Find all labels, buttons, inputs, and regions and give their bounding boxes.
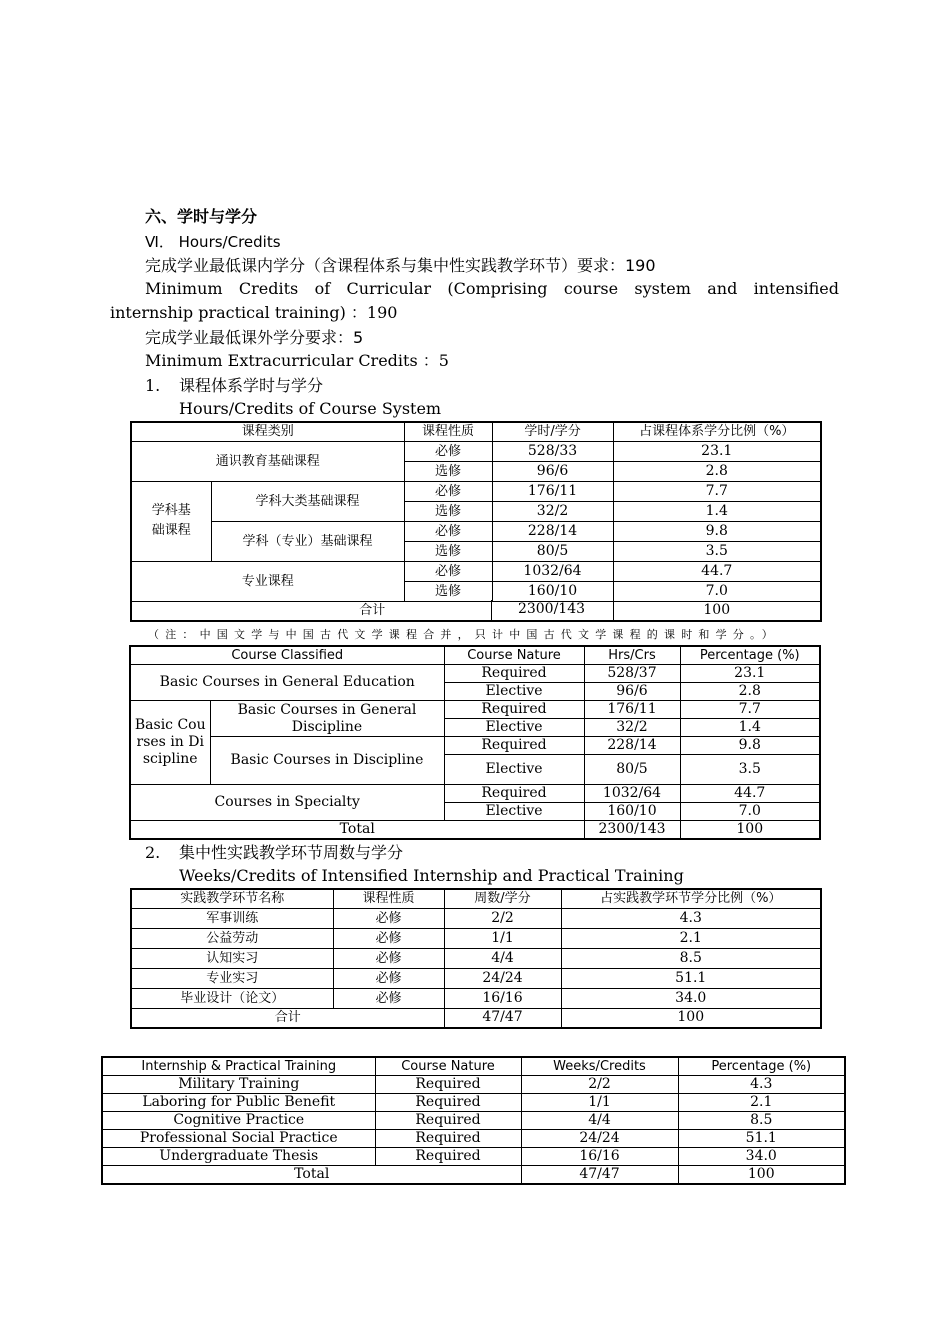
nature-cell: 必修 — [333, 968, 444, 988]
header-cell: Internship & Practical Training — [102, 1057, 375, 1076]
table-row — [102, 1130, 845, 1148]
table-row — [130, 701, 820, 719]
name-cell: 专业实习 — [131, 968, 333, 988]
pct-cell: 51.1 — [561, 968, 821, 988]
table1-total-hours: 2300/143 — [517, 601, 586, 617]
weeks-cell: 24/24 — [444, 968, 561, 988]
nature-cell: 必修 — [333, 928, 444, 948]
pct-cell: 23.1 — [680, 665, 820, 683]
sub1-title-zh: 课程体系学时与学分 — [179, 376, 324, 395]
min-credits-en-line1: Minimum Credits of Curricular (Comprising course system and intensified — [145, 279, 839, 298]
total-hours: 2300/143 — [584, 821, 680, 840]
pct-cell: 7.0 — [613, 581, 821, 601]
header-cell: 课程性质 — [404, 422, 492, 441]
weeks-cell: 16/16 — [521, 1148, 678, 1166]
weeks-cell: 16/16 — [444, 988, 561, 1008]
hours-cell: 228/14 — [584, 737, 680, 755]
header-cell: Percentage (%) — [680, 646, 820, 665]
pct-cell: 7.0 — [680, 803, 820, 821]
hours-cell: 80/5 — [584, 755, 680, 785]
min-credits-en-line2: internship practical training) ：190 — [110, 303, 398, 322]
weeks-cell: 2/2 — [521, 1076, 678, 1094]
name-cell: 毕业设计（论文） — [131, 988, 333, 1008]
name-cell: 公益劳动 — [131, 928, 333, 948]
hours-cell: 176/11 — [584, 701, 680, 719]
header-cell: Percentage (%) — [678, 1057, 845, 1076]
pct-cell: 44.7 — [680, 785, 820, 803]
section-heading-zh: 六、学时与学分 — [145, 207, 258, 226]
nature-cell: Required — [444, 737, 584, 755]
nature-cell: 选修 — [404, 541, 492, 561]
weeks-cell: 4/4 — [444, 948, 561, 968]
total-pct: 100 — [561, 1008, 821, 1028]
table-row — [102, 1112, 845, 1130]
pct-cell: 3.5 — [613, 541, 821, 561]
table-row — [131, 908, 821, 928]
pct-cell: 9.8 — [613, 521, 821, 541]
table-header-row — [131, 889, 821, 908]
pct-cell: 23.1 — [613, 441, 821, 461]
table-row — [131, 988, 821, 1008]
total-label: 合计 — [131, 601, 613, 621]
header-cell: 学时/学分 — [492, 422, 613, 441]
name-cell: Undergraduate Thesis — [102, 1148, 375, 1166]
nature-cell: 选修 — [404, 461, 492, 481]
hours-cell: 176/11 — [492, 481, 613, 501]
practical-training-table-en — [101, 1056, 846, 1185]
subcategory-cell: Basic Courses in General Discipline — [210, 701, 444, 737]
name-cell: 认知实习 — [131, 948, 333, 968]
pct-cell: 8.5 — [561, 948, 821, 968]
header-cell: Hrs/Crs — [584, 646, 680, 665]
header-cell: 课程类别 — [131, 422, 404, 441]
total-weeks: 47/47 — [444, 1008, 561, 1028]
table-header-row — [131, 422, 821, 441]
pct-cell: 2.1 — [678, 1094, 845, 1112]
pct-cell: 8.5 — [678, 1112, 845, 1130]
section-heading-en: Ⅵ． Hours/Credits — [145, 233, 281, 251]
category-group-label: 学科基础课程 — [151, 503, 191, 538]
header-cell: 实践教学环节名称 — [131, 889, 333, 908]
sub2-title-zh: 集中性实践教学环节周数与学分 — [179, 843, 404, 862]
weeks-cell: 1/1 — [444, 928, 561, 948]
table-row — [130, 737, 820, 755]
category-cell: Courses in Specialty — [130, 785, 444, 821]
nature-cell: 必修 — [333, 908, 444, 928]
nature-cell: Required — [375, 1112, 521, 1130]
pct-cell: 2.8 — [680, 683, 820, 701]
pct-cell: 44.7 — [613, 561, 821, 581]
pct-cell: 7.7 — [613, 481, 821, 501]
pct-cell: 34.0 — [678, 1148, 845, 1166]
pct-cell: 2.1 — [561, 928, 821, 948]
hours-cell: 1032/64 — [492, 561, 613, 581]
pct-cell: 2.8 — [613, 461, 821, 481]
table-row — [131, 928, 821, 948]
weeks-cell: 1/1 — [521, 1094, 678, 1112]
extra-credits-zh: 完成学业最低课外学分要求：5 — [145, 328, 364, 347]
weeks-cell: 24/24 — [521, 1130, 678, 1148]
total-label: Total — [130, 821, 584, 840]
table-header-row — [102, 1057, 845, 1076]
subcategory-cell: 学科（专业）基础课程 — [211, 521, 404, 561]
pct-cell: 9.8 — [680, 737, 820, 755]
nature-cell: Required — [375, 1148, 521, 1166]
pct-cell: 4.3 — [678, 1076, 845, 1094]
hours-cell: 32/2 — [492, 501, 613, 521]
category-group-cell: Basic Courses in Discipline — [130, 701, 210, 785]
min-credits-zh: 完成学业最低课内学分（含课程体系与集中性实践教学环节）要求：190 — [145, 256, 656, 275]
nature-cell: 必修 — [333, 988, 444, 1008]
table-row — [102, 1148, 845, 1166]
category-cell: 专业课程 — [131, 561, 404, 601]
table-header-row — [130, 646, 820, 665]
nature-cell: Elective — [444, 683, 584, 701]
nature-cell: 选修 — [404, 501, 492, 521]
name-cell: Laboring for Public Benefit — [102, 1094, 375, 1112]
table-row — [102, 1076, 845, 1094]
nature-cell: 选修 — [404, 581, 492, 601]
total-weeks: 47/47 — [521, 1166, 678, 1185]
table-row — [131, 521, 821, 541]
hours-cell: 160/10 — [584, 803, 680, 821]
sub2-title-en: Weeks/Credits of Intensified Internship and Practical Training — [179, 866, 684, 885]
table-row — [131, 441, 821, 461]
hours-cell: 160/10 — [492, 581, 613, 601]
header-cell: 占课程体系学分比例（%） — [613, 422, 821, 441]
total-pct: 100 — [678, 1166, 845, 1185]
nature-cell: Elective — [444, 755, 584, 785]
pct-cell: 7.7 — [680, 701, 820, 719]
nature-cell: Elective — [444, 719, 584, 737]
sub1-number: 1. — [145, 376, 161, 395]
hours-cell: 32/2 — [584, 719, 680, 737]
hours-cell: 80/5 — [492, 541, 613, 561]
pct-cell: 34.0 — [561, 988, 821, 1008]
table-row — [131, 948, 821, 968]
table-row — [130, 785, 820, 803]
pct-cell: 1.4 — [613, 501, 821, 521]
nature-cell: 必修 — [404, 441, 492, 461]
nature-cell: 必修 — [404, 561, 492, 581]
pct-cell: 4.3 — [561, 908, 821, 928]
nature-cell: 必修 — [333, 948, 444, 968]
subcategory-cell: Basic Courses in Discipline — [210, 737, 444, 785]
hours-cell: 1032/64 — [584, 785, 680, 803]
weeks-cell: 4/4 — [521, 1112, 678, 1130]
practical-training-table-zh — [130, 888, 822, 1029]
header-cell: Course Nature — [444, 646, 584, 665]
category-cell: Basic Courses in General Education — [130, 665, 444, 701]
table-total-row — [131, 601, 821, 621]
pct-cell: 1.4 — [680, 719, 820, 737]
total-pct: 100 — [613, 601, 821, 621]
header-cell: 占实践教学环节学分比例（%） — [561, 889, 821, 908]
table-note: （注：中国文学与中国古代文学课程合并，只计中国古代文学课程的课时和学分。） — [148, 628, 779, 641]
total-pct: 100 — [680, 821, 820, 840]
table1-total-divider — [491, 600, 492, 620]
subcategory-cell: 学科大类基础课程 — [211, 481, 404, 521]
sub1-title-en: Hours/Credits of Course System — [179, 399, 442, 418]
name-cell: Professional Social Practice — [102, 1130, 375, 1148]
nature-cell: 必修 — [404, 481, 492, 501]
name-cell: Cognitive Practice — [102, 1112, 375, 1130]
table-row — [130, 665, 820, 683]
total-label: Total — [102, 1166, 521, 1185]
nature-cell: 必修 — [404, 521, 492, 541]
name-cell: 军事训练 — [131, 908, 333, 928]
nature-cell: Required — [375, 1130, 521, 1148]
table-row — [131, 481, 821, 501]
header-cell: Course Classified — [130, 646, 444, 665]
nature-cell: Required — [375, 1094, 521, 1112]
table-row — [102, 1094, 845, 1112]
nature-cell: Required — [444, 785, 584, 803]
category-group-cell — [131, 481, 211, 561]
name-cell: Military Training — [102, 1076, 375, 1094]
table-total-row — [131, 1008, 821, 1028]
hours-cell: 528/37 — [584, 665, 680, 683]
hours-cell: 528/33 — [492, 441, 613, 461]
nature-cell: Required — [375, 1076, 521, 1094]
weeks-cell: 2/2 — [444, 908, 561, 928]
nature-cell: Required — [444, 701, 584, 719]
table-row — [131, 968, 821, 988]
hours-cell: 228/14 — [492, 521, 613, 541]
nature-cell: Elective — [444, 803, 584, 821]
hours-cell: 96/6 — [584, 683, 680, 701]
table-total-row — [102, 1166, 845, 1185]
category-cell: 通识教育基础课程 — [131, 441, 404, 481]
pct-cell: 3.5 — [680, 755, 820, 785]
hours-cell: 96/6 — [492, 461, 613, 481]
sub2-number: 2. — [145, 843, 161, 862]
course-system-table-en — [129, 645, 821, 840]
nature-cell: Required — [444, 665, 584, 683]
pct-cell: 51.1 — [678, 1130, 845, 1148]
total-label: 合计 — [131, 1008, 444, 1028]
header-cell: 周数/学分 — [444, 889, 561, 908]
header-cell: Weeks/Credits — [521, 1057, 678, 1076]
course-system-table-zh — [130, 421, 822, 622]
header-cell: 课程性质 — [333, 889, 444, 908]
extra-credits-en: Minimum Extracurricular Credits ：5 — [145, 351, 449, 370]
table-row — [131, 561, 821, 581]
header-cell: Course Nature — [375, 1057, 521, 1076]
table-total-row — [130, 821, 820, 840]
